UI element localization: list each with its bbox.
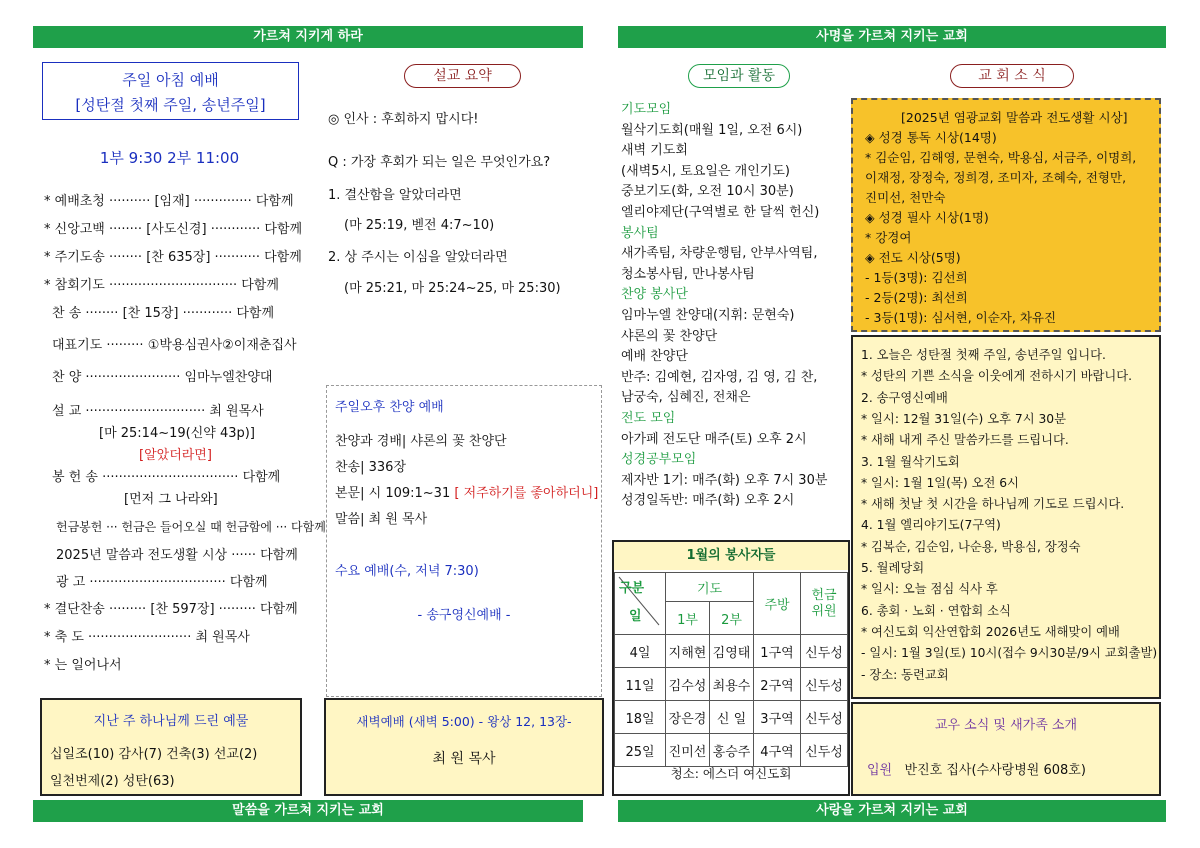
dawn-speaker: 최 원 목사	[432, 751, 496, 767]
footer-band-left: 말씀을 가르쳐 지키는 교회	[33, 800, 583, 822]
order-item: * 축 도 ························· 최 원목사	[44, 630, 250, 645]
order-item: 봉 헌 송 ································· 다함께	[52, 470, 281, 485]
order-item: * 예배초청 ·········· [임재] ·············· 다함께	[44, 194, 294, 209]
header-kitchen: 주방	[754, 573, 801, 635]
order-item: * 참회기도 ······························· 다함께	[44, 278, 279, 293]
table-cell: 11일	[615, 668, 666, 701]
activity-heading: 기도모임	[621, 102, 672, 117]
table-row	[615, 701, 848, 734]
activity-line: 아가페 전도단 매주(토) 오후 2시	[621, 431, 807, 447]
table-cell: 1구역	[754, 635, 801, 668]
activity-heading: 봉사팀	[621, 225, 659, 241]
activity-line: 반주: 김예현, 김자영, 김 영, 김 찬,	[621, 369, 818, 385]
afternoon-scripture-title: [ 저주하기를 좋아하더니]	[454, 486, 599, 501]
award-title: [2025년 염광교회 말씀과 전도생활 시상]	[901, 110, 1128, 125]
order-item: 찬 양 ······················· 임마누엘찬양대	[52, 370, 273, 385]
news-line: - 장소: 동련교회	[861, 667, 949, 682]
news-line: * 김복순, 김순임, 나순용, 박용심, 장정숙	[861, 539, 1081, 554]
table-cell: 4구역	[754, 734, 801, 767]
order-item: 찬 송 ········ [찬 15장] ············ 다함께	[52, 306, 275, 321]
table-cell: 4일	[615, 635, 666, 668]
member-news-title: 교우 소식 및 새가족 소개	[934, 718, 1078, 733]
award-line: ◈ 성경 통독 시상(14명)	[865, 130, 997, 145]
order-item: 대표기도 ········· ①박용심권사②이재춘집사	[52, 338, 297, 353]
member-label: 입원	[867, 763, 893, 778]
activity-line: 남궁숙, 심혜진, 전채은	[621, 390, 751, 406]
header-2bu: 2부	[710, 602, 754, 635]
news-line: 2. 송구영신예배	[861, 390, 948, 405]
table-cell: 신 일	[710, 701, 754, 734]
header-gubun: 구분	[619, 581, 645, 596]
member-text: 반진호 집사(수사랑병원 608호)	[904, 763, 1086, 778]
offerings-line: 십일조(10) 감사(7) 건축(3) 선교(2)	[50, 747, 258, 762]
news-line: 6. 총회 · 노회 · 연합회 소식	[861, 603, 1011, 618]
dawn-title: 새벽예배 (새벽 5:00) - 왕상 12, 13장-	[356, 714, 572, 729]
footer-band-right: 사랑을 가르쳐 지키는 교회	[618, 800, 1166, 822]
activity-line: 새가족팀, 차량운행팀, 안부사역팀,	[621, 246, 818, 262]
order-item: * 신앙고백 ········ [사도신경] ············ 다함께	[44, 222, 303, 237]
header-gido: 기도	[666, 573, 754, 602]
activities-pill: 모임과 활동	[688, 64, 790, 88]
table-cell: 김수성	[666, 668, 710, 701]
volunteers-table	[614, 572, 848, 767]
table-cell: 진미선	[666, 734, 710, 767]
header-gubun-cell	[615, 573, 666, 635]
volunteers-box	[612, 540, 850, 796]
wednesday-title: 수요 예배(수, 저녁 7:30)	[335, 564, 479, 579]
sermon-line: (마 25:21, 마 25:24~25, 마 25:30)	[344, 281, 561, 296]
award-line: - 3등(1명): 심서현, 이순자, 차유진	[865, 310, 1057, 325]
sermon-line: ◎ 인사 : 후회하지 맙시다!	[328, 112, 479, 127]
activity-heading: 성경공부모임	[621, 452, 697, 468]
table-cell: 신두성	[801, 701, 848, 734]
order-item: 광 고 ································· 다함께	[56, 575, 268, 590]
table-cell: 2구역	[754, 668, 801, 701]
header-band-right: 사명을 가르쳐 지키는 교회	[618, 26, 1166, 48]
wednesday-subtitle: - 송구영신예배 -	[417, 608, 511, 623]
news-line: * 여신도회 익산연합회 2026년도 새해맞이 예배	[861, 624, 1120, 639]
activity-line: 새벽 기도회	[621, 143, 688, 159]
activity-line: 엘리야제단(구역별로 한 달씩 헌신)	[621, 205, 820, 220]
news-line: 3. 1월 월삭기도회	[861, 454, 960, 469]
activity-line: 샤론의 꽃 찬양단	[621, 328, 718, 344]
activity-line: (새벽5시, 토요일은 개인기도)	[621, 163, 790, 179]
table-cell: 18일	[615, 701, 666, 734]
news-line: * 일시: 1월 1일(목) 오전 6시	[861, 475, 1019, 490]
sermon-line: Q : 가장 후회가 되는 일은 무엇인가요?	[328, 155, 551, 170]
worship-times: 1부 9:30 2부 11:00	[99, 149, 240, 167]
news-box	[851, 335, 1161, 699]
worship-title: 주일 아침 예배	[122, 71, 219, 89]
activity-line: 임마누엘 찬양대(지휘: 문현숙)	[621, 308, 795, 323]
news-line: * 새해 내게 주신 말씀카드를 드립니다.	[861, 433, 1069, 448]
table-cell: 25일	[615, 734, 666, 767]
cleaning-line: 청소: 에스더 여신도회	[670, 766, 792, 781]
award-line: 진미선, 천만숙	[865, 190, 946, 205]
order-item: 설 교 ····························· 최 원목사	[52, 404, 264, 419]
award-line: * 김순임, 김해영, 문현숙, 박용심, 서금주, 이명희,	[865, 150, 1137, 165]
award-line: 이재정, 장정숙, 정희경, 조미자, 조혜숙, 전형만,	[865, 170, 1127, 185]
news-line: * 일시: 12월 31일(수) 오후 7시 30분	[861, 411, 1067, 426]
sermon-line: 1. 결산함을 알았더라면	[328, 188, 462, 203]
order-hymn-title: [먼저 그 나라와]	[124, 492, 218, 507]
afternoon-box	[326, 385, 602, 697]
afternoon-line: 말씀| 최 원 목사	[335, 512, 428, 527]
afternoon-line: 찬양과 경배| 샤론의 꽃 찬양단	[335, 434, 507, 449]
table-row	[615, 734, 848, 767]
activity-line: 월삭기도회(매월 1일, 오전 6시)	[621, 122, 803, 138]
dawn-box	[324, 698, 604, 796]
worship-subtitle: [성탄절 첫째 주일, 송년주일]	[75, 96, 266, 114]
offerings-line: 일천번제(2) 성탄(63)	[50, 774, 175, 789]
afternoon-line: 찬송| 336장	[335, 460, 406, 475]
table-cell: 신두성	[801, 668, 848, 701]
news-line: 4. 1월 엘리야기도(7구역)	[861, 518, 1001, 533]
activity-line: 예배 찬양단	[621, 349, 688, 365]
table-cell: 최용수	[710, 668, 754, 701]
table-cell: 신두성	[801, 734, 848, 767]
activity-line: 성경일독반: 매주(화) 오후 2시	[621, 493, 795, 509]
award-line: * 강경여	[865, 230, 912, 245]
order-item: * 주기도송 ········ [찬 635장] ··········· 다함께	[44, 250, 302, 265]
order-scripture: [마 25:14~19(신약 43p)]	[99, 426, 255, 441]
worship-title-box	[42, 62, 299, 120]
header-1bu: 1부	[666, 602, 710, 635]
activity-line: 제자반 1기: 매주(화) 오후 7시 30분	[621, 472, 828, 488]
afternoon-line: 본문| 시 109:1~31 [ 저주하기를 좋아하더니]	[335, 486, 599, 501]
header-band-left: 가르쳐 지키게 하라	[33, 26, 583, 48]
order-item: 2025년 말씀과 전도생활 시상 ······ 다함께	[56, 548, 298, 563]
order-item: * 결단찬송 ········· [찬 597장] ········· 다함께	[44, 602, 298, 617]
table-cell: 신두성	[801, 635, 848, 668]
news-pill: 교 회 소 식	[950, 64, 1074, 88]
award-box	[851, 98, 1161, 332]
sermon-line: 2. 상 주시는 이심을 알았더라면	[328, 250, 508, 265]
activity-line: 청소봉사팀, 만나봉사팀	[621, 266, 755, 282]
news-line: * 성탄의 기쁜 소식을 이웃에게 전하시기 바랍니다.	[861, 369, 1133, 384]
table-row	[615, 635, 848, 668]
header-il: 일	[629, 609, 642, 624]
order-item: 헌금봉헌 ··· 헌금은 들어오실 때 헌금함에 ··· 다함께	[56, 520, 326, 534]
afternoon-title: 주일오후 찬양 예배	[335, 400, 444, 415]
award-line: - 2등(2명): 최선희	[865, 290, 968, 305]
news-line: * 새해 첫날 첫 시간을 하나님께 기도로 드립시다.	[861, 497, 1125, 512]
order-sermon-title: [알았더라면]	[139, 448, 212, 463]
member-news-box	[851, 702, 1161, 796]
offerings-box	[40, 698, 302, 796]
table-cell: 홍승주	[710, 734, 754, 767]
activity-heading: 전도 모임	[621, 411, 676, 426]
award-line: ◈ 성경 필사 시상(1명)	[865, 210, 989, 225]
table-cell: 3구역	[754, 701, 801, 734]
award-line: ◈ 전도 시상(5명)	[865, 250, 961, 265]
table-cell: 지해현	[666, 635, 710, 668]
activity-heading: 찬양 봉사단	[621, 287, 688, 303]
table-cell: 장은경	[666, 701, 710, 734]
news-line: * 일시: 오늘 점심 식사 후	[861, 582, 998, 597]
offerings-title: 지난 주 하나님께 드린 예물	[93, 714, 249, 729]
news-line: 1. 오늘은 성탄절 첫째 주일, 송년주일 입니다.	[861, 348, 1106, 362]
sermon-line: (마 25:19, 벧전 4:7~10)	[344, 218, 495, 233]
order-note: * 는 일어나서	[44, 658, 122, 673]
news-line: - 일시: 1월 3일(토) 10시(접수 9시30분/9시 교회출발)	[861, 646, 1158, 661]
header-offering: 헌금 위원	[801, 573, 848, 635]
volunteers-title: 1월의 봉사자들	[614, 542, 848, 570]
award-line: - 1등(3명): 김선희	[865, 270, 968, 285]
table-cell: 김영태	[710, 635, 754, 668]
news-line: 5. 월례당회	[861, 561, 925, 575]
activity-line: 중보기도(화, 오전 10시 30분)	[621, 184, 794, 200]
sermon-pill: 설교 요약	[404, 64, 521, 88]
table-row	[615, 668, 848, 701]
